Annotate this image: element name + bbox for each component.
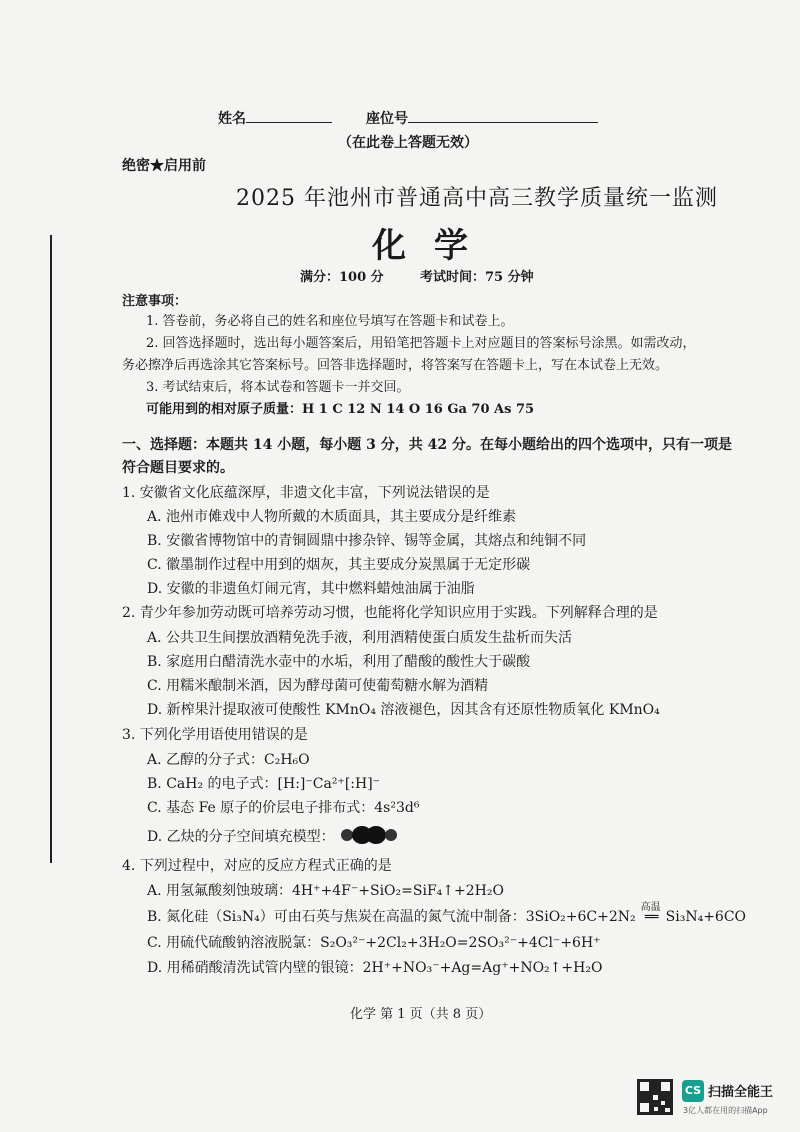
time-limit: 考试时间：75 分钟 [420, 270, 534, 285]
q2-option-a: A. 公共卫生间摆放酒精免洗手液，利用酒精使蛋白质发生盐析而失活 [147, 630, 573, 646]
notice-item-3: 3. 考试结束后，将本试卷和答题卡一并交回。 [146, 380, 410, 395]
subject-title: 化学 [372, 226, 496, 266]
notice-item-1: 1. 答卷前，务必将自己的姓名和座位号填写在答题卡和试卷上。 [146, 314, 514, 329]
full-score: 满分：100 分 [300, 270, 384, 285]
seat-field [366, 108, 598, 128]
q2-option-b: B. 家庭用白醋清洗水壶中的水垢，利用了醋酸的酸性大于碳酸 [147, 654, 531, 670]
scanner-tagline: 3亿人都在用的扫描App [683, 1106, 768, 1115]
q4-option-b-text: B. 氮化硅（Si₃N₄）可由石英与焦炭在高温的氮气流中制备：3SiO₂+6C+2N₂ [147, 909, 636, 925]
scanner-app-name: 扫描全能王 [708, 1085, 774, 1100]
q2-option-d: D. 新榨果汁提取液可使酸性 KMnO₄ 溶液褪色，因其含有还原性物质氧化 KMnO₄ [147, 702, 660, 718]
name-field [218, 108, 332, 128]
secret-label: 绝密★启用前 [122, 158, 206, 174]
name-label: 姓名 [218, 111, 246, 127]
q4-option-a: A. 用氢氟酸刻蚀玻璃：4H⁺+4F⁻+SiO₂=SiF₄↑+2H₂O [147, 883, 504, 899]
q4-option-d: D. 用稀硝酸清洗试管内壁的银镜：2H⁺+NO₃⁻+Ag=Ag⁺+NO₂↑+H₂O [147, 960, 603, 976]
section-heading-2: 符合题目要求的。 [122, 460, 234, 476]
notice-heading: 注意事项： [122, 294, 188, 309]
reaction-condition: 高温 ══ [636, 909, 666, 925]
acetylene-space-filling-model [340, 825, 398, 845]
q1-stem: 1. 安徽省文化底蕴深厚，非遗文化丰富，下列说法错误的是 [122, 485, 490, 501]
atomic-mass: 可能用到的相对原子质量：H 1 C 12 N 14 O 16 Ga 70 As 75 [146, 402, 535, 417]
q4-option-b [147, 902, 747, 926]
seat-label: 座位号 [366, 111, 408, 127]
qr-code [637, 1079, 673, 1115]
q2-stem: 2. 青少年参加劳动既可培养劳动习惯，也能将化学知识应用于实践。下列解释合理的是 [122, 605, 658, 621]
q1-option-a: A. 池州市傩戏中人物所戴的木质面具，其主要成分是纤维素 [147, 509, 517, 525]
notice-item-2a: 2. 回答选择题时，选出每小题答案后，用铅笔把答题卡上对应题目的答案标号涂黑。如需改动， [146, 336, 696, 351]
condition-label: 高温 [640, 902, 661, 913]
q4-option-c: C. 用硫代硫酸钠溶液脱氯：S₂O₃²⁻+2Cl₂+3H₂O=2SO₃²⁻+4Cl⁻+6H⁺ [147, 935, 601, 951]
section-heading-1: 一、选择题：本题共 14 小题，每小题 3 分，共 42 分。在每小题给出的四个选项中，只有一项是 [122, 437, 732, 453]
q1-option-d: D. 安徽的非遗鱼灯闹元宵，其中燃料蜡烛油属于油脂 [147, 581, 475, 597]
q2-option-c: C. 用糯米酿制米酒，因为酵母菌可使葡萄糖水解为酒精 [147, 678, 489, 694]
scanner-logo-icon: CS [682, 1080, 704, 1102]
binding-margin-line [50, 235, 52, 863]
q3-option-a: A. 乙醇的分子式：C₂H₆O [147, 752, 310, 768]
page-footer: 化学 第 1 页（共 8 页） [350, 1007, 492, 1022]
invalid-note: （在此卷上答题无效） [338, 135, 478, 151]
q4-option-b-product: Si₃N₄+6CO [665, 909, 747, 925]
q3-option-d: D. 乙炔的分子空间填充模型： [147, 829, 335, 845]
q3-option-c: C. 基态 Fe 原子的价层电子排布式：4s²3d⁶ [147, 800, 420, 816]
notice-item-2b: 务必擦净后再选涂其它答案标号。回答非选择题时，将答案写在答题卡上，写在本试卷上无效。 [122, 358, 669, 373]
q1-option-b: B. 安徽省博物馆中的青铜圆鼎中掺杂锌、锡等金属，其熔点和纯铜不同 [147, 533, 587, 549]
exam-title: 2025 年池州市普通高中高三教学质量统一监测 [236, 186, 718, 211]
q4-stem: 4. 下列过程中，对应的反应方程式正确的是 [122, 858, 392, 874]
q1-option-c: C. 徽墨制作过程中用到的烟灰，其主要成分炭黑属于无定形碳 [147, 557, 531, 573]
q3-stem: 3. 下列化学用语使用错误的是 [122, 727, 308, 743]
q3-option-b: B. CaH₂ 的电子式：[H:]⁻Ca²⁺[:H]⁻ [147, 776, 381, 792]
